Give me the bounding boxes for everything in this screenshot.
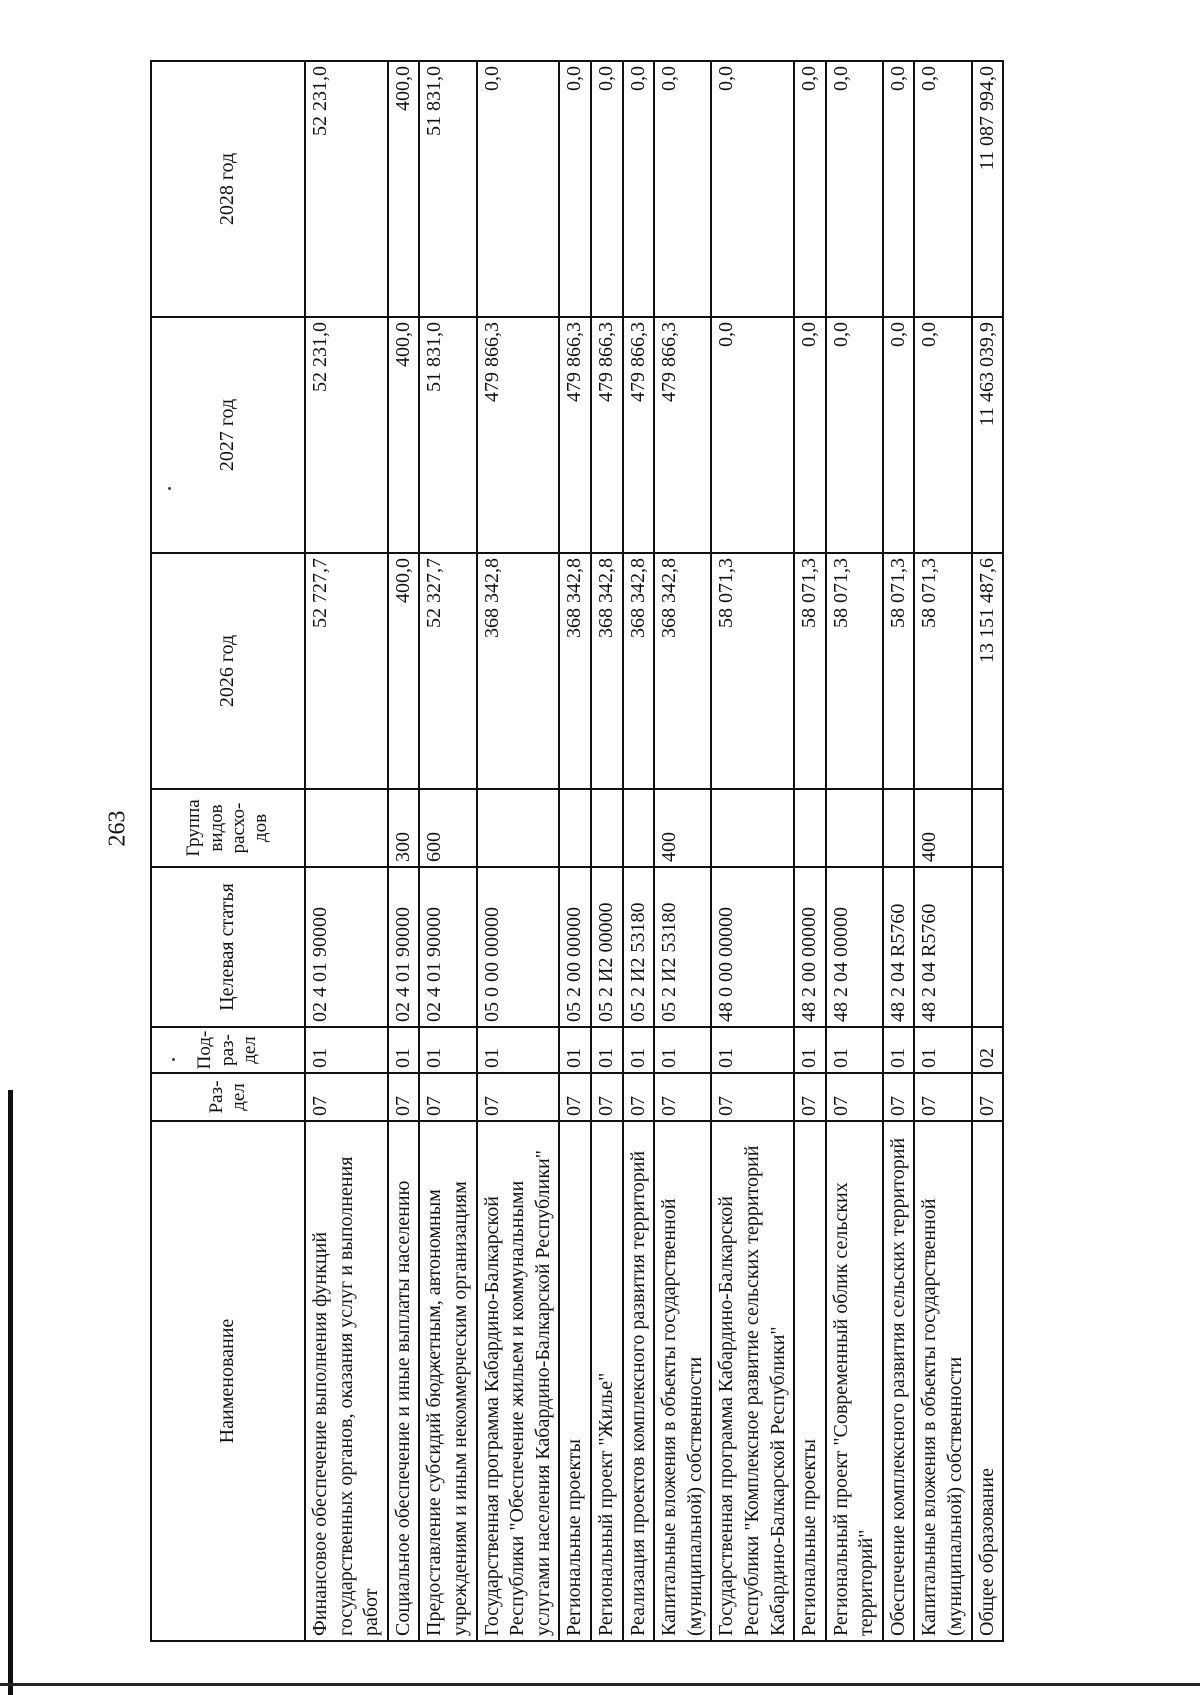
cell-2026: 58 071,3 bbox=[826, 553, 883, 789]
cell-target: 05 0 00 00000 bbox=[477, 867, 560, 1027]
header-podrazdel: Под-раз-дел bbox=[151, 1027, 305, 1073]
cell-2028: 0,0 bbox=[477, 61, 560, 317]
cell-2028: 0,0 bbox=[654, 61, 711, 317]
cell-2026: 368 342,8 bbox=[559, 553, 591, 789]
cell-2027: 0,0 bbox=[711, 317, 794, 553]
cell-2026: 52 327,7 bbox=[419, 553, 476, 789]
cell-2026: 400,0 bbox=[388, 553, 420, 789]
cell-name: Реализация проектов комплексного развития территорий bbox=[623, 1121, 655, 1641]
cell-2026: 58 071,3 bbox=[914, 553, 971, 789]
header-name: Наименование bbox=[151, 1121, 305, 1641]
cell-target: 02 4 01 90000 bbox=[419, 867, 476, 1027]
cell-2027: 0,0 bbox=[794, 317, 826, 553]
cell-2026: 58 071,3 bbox=[883, 553, 915, 789]
cell-2028: 51 831,0 bbox=[419, 61, 476, 317]
table-row bbox=[972, 61, 1004, 1641]
cell-2027: 51 831,0 bbox=[419, 317, 476, 553]
table-row bbox=[914, 61, 971, 1641]
cell-podrazdel: 01 bbox=[623, 1027, 655, 1073]
cell-name: Региональный проект "Жилье" bbox=[591, 1121, 623, 1641]
table-row bbox=[654, 61, 711, 1641]
cell-2027: 0,0 bbox=[883, 317, 915, 553]
cell-2027: 479 866,3 bbox=[477, 317, 560, 553]
cell-name: Финансовое обеспечение выполнения функций государственных органов, оказания услуг и выполнения работ bbox=[305, 1121, 388, 1641]
cell-2026: 58 071,3 bbox=[794, 553, 826, 789]
cell-razdel: 07 bbox=[826, 1073, 883, 1121]
cell-name: Региональные проекты bbox=[794, 1121, 826, 1641]
cell-name: Социальное обеспечение и иные выплаты населению bbox=[388, 1121, 420, 1641]
cell-podrazdel: 01 bbox=[883, 1027, 915, 1073]
scan-edge-left bbox=[8, 1090, 13, 1695]
cell-name: Региональные проекты bbox=[559, 1121, 591, 1641]
table-row bbox=[477, 61, 560, 1641]
cell-2028: 0,0 bbox=[914, 61, 971, 317]
header-2027: 2027 год bbox=[151, 317, 305, 553]
cell-2026: 52 727,7 bbox=[305, 553, 388, 789]
cell-group: 400 bbox=[914, 789, 971, 867]
cell-group bbox=[305, 789, 388, 867]
cell-name: Обеспечение комплексного развития сельских территорий bbox=[883, 1121, 915, 1641]
cell-razdel: 07 bbox=[794, 1073, 826, 1121]
cell-group: 600 bbox=[419, 789, 476, 867]
header-2028: 2028 год bbox=[151, 61, 305, 317]
cell-2026: 13 151 487,6 bbox=[972, 553, 1004, 789]
cell-name: Общее образование bbox=[972, 1121, 1004, 1641]
header-group: Группа видов расхо-дов bbox=[151, 789, 305, 867]
cell-target bbox=[972, 867, 1004, 1027]
cell-name: Государственная программа Кабардино-Балкарской Республики "Комплексное развитие сельских территорий Кабардино-Балкарской Республики" bbox=[711, 1121, 794, 1641]
table-header-row bbox=[151, 61, 305, 1641]
cell-2026: 368 342,8 bbox=[477, 553, 560, 789]
cell-2028: 0,0 bbox=[591, 61, 623, 317]
cell-group bbox=[591, 789, 623, 867]
table-row bbox=[623, 61, 655, 1641]
cell-razdel: 07 bbox=[419, 1073, 476, 1121]
cell-name: Капитальные вложения в объекты государственной (муниципальной) собственности bbox=[654, 1121, 711, 1641]
cell-target: 02 4 01 90000 bbox=[388, 867, 420, 1027]
cell-razdel: 07 bbox=[477, 1073, 560, 1121]
cell-podrazdel: 01 bbox=[826, 1027, 883, 1073]
page-number: 263 bbox=[104, 810, 131, 847]
cell-razdel: 07 bbox=[388, 1073, 420, 1121]
cell-2026: 368 342,8 bbox=[591, 553, 623, 789]
cell-razdel: 07 bbox=[559, 1073, 591, 1121]
header-target: Целевая статья bbox=[151, 867, 305, 1027]
cell-2026: 368 342,8 bbox=[654, 553, 711, 789]
cell-group bbox=[623, 789, 655, 867]
cell-podrazdel: 01 bbox=[654, 1027, 711, 1073]
cell-group: 300 bbox=[388, 789, 420, 867]
cell-razdel: 07 bbox=[972, 1073, 1004, 1121]
table-row bbox=[305, 61, 388, 1641]
table-row bbox=[711, 61, 794, 1641]
cell-podrazdel: 01 bbox=[559, 1027, 591, 1073]
cell-podrazdel: 01 bbox=[419, 1027, 476, 1073]
cell-2028: 400,0 bbox=[388, 61, 420, 317]
rotated-table-area bbox=[150, 62, 1150, 1642]
cell-razdel: 07 bbox=[623, 1073, 655, 1121]
cell-2027: 11 463 039,9 bbox=[972, 317, 1004, 553]
cell-2028: 0,0 bbox=[559, 61, 591, 317]
cell-target: 48 2 04 R5760 bbox=[914, 867, 971, 1027]
cell-2028: 0,0 bbox=[711, 61, 794, 317]
cell-2027: 479 866,3 bbox=[654, 317, 711, 553]
cell-2028: 0,0 bbox=[794, 61, 826, 317]
cell-2028: 52 231,0 bbox=[305, 61, 388, 317]
cell-target: 48 0 00 00000 bbox=[711, 867, 794, 1027]
cell-2027: 400,0 bbox=[388, 317, 420, 553]
cell-group bbox=[972, 789, 1004, 867]
header-2026: 2026 год bbox=[151, 553, 305, 789]
cell-2028: 0,0 bbox=[883, 61, 915, 317]
cell-podrazdel: 02 bbox=[972, 1027, 1004, 1073]
cell-group bbox=[826, 789, 883, 867]
cell-target: 48 2 04 00000 bbox=[826, 867, 883, 1027]
cell-group bbox=[711, 789, 794, 867]
cell-target: 48 2 00 00000 bbox=[794, 867, 826, 1027]
table-row bbox=[826, 61, 883, 1641]
cell-2027: 479 866,3 bbox=[591, 317, 623, 553]
cell-target: 05 2 И2 53180 bbox=[654, 867, 711, 1027]
cell-podrazdel: 01 bbox=[388, 1027, 420, 1073]
cell-razdel: 07 bbox=[654, 1073, 711, 1121]
cell-name: Региональный проект "Современный облик сельских территорий" bbox=[826, 1121, 883, 1641]
cell-target: 05 2 И2 00000 bbox=[591, 867, 623, 1027]
cell-podrazdel: 01 bbox=[305, 1027, 388, 1073]
cell-2028: 0,0 bbox=[623, 61, 655, 317]
cell-2027: 479 866,3 bbox=[623, 317, 655, 553]
cell-razdel: 07 bbox=[883, 1073, 915, 1121]
cell-2026: 58 071,3 bbox=[711, 553, 794, 789]
table-row bbox=[794, 61, 826, 1641]
cell-2027: 479 866,3 bbox=[559, 317, 591, 553]
cell-razdel: 07 bbox=[914, 1073, 971, 1121]
table-row bbox=[883, 61, 915, 1641]
cell-target: 02 4 01 90000 bbox=[305, 867, 388, 1027]
cell-2027: 0,0 bbox=[826, 317, 883, 553]
cell-name: Капитальные вложения в объекты государственной (муниципальной) собственности bbox=[914, 1121, 971, 1641]
cell-target: 05 2 И2 53180 bbox=[623, 867, 655, 1027]
cell-2026: 368 342,8 bbox=[623, 553, 655, 789]
cell-name: Государственная программа Кабардино-Балкарской Республики "Обеспечение жильем и коммунальными услугами населения Кабардино-Балкарской Республики" bbox=[477, 1121, 560, 1641]
cell-name: Предоставление субсидий бюджетным, автономным учреждениям и иным некоммерческим организациям bbox=[419, 1121, 476, 1641]
budget-table bbox=[150, 60, 1004, 1642]
cell-razdel: 07 bbox=[591, 1073, 623, 1121]
table-row bbox=[559, 61, 591, 1641]
cell-podrazdel: 01 bbox=[477, 1027, 560, 1073]
cell-podrazdel: 01 bbox=[914, 1027, 971, 1073]
scan-edge-bottom bbox=[0, 1683, 1200, 1686]
cell-2028: 11 087 994,0 bbox=[972, 61, 1004, 317]
header-razdel: Раз-дел bbox=[151, 1073, 305, 1121]
table-row bbox=[591, 61, 623, 1641]
cell-group bbox=[883, 789, 915, 867]
cell-2028: 0,0 bbox=[826, 61, 883, 317]
cell-razdel: 07 bbox=[711, 1073, 794, 1121]
cell-group bbox=[794, 789, 826, 867]
cell-podrazdel: 01 bbox=[794, 1027, 826, 1073]
cell-target: 48 2 04 R5760 bbox=[883, 867, 915, 1027]
table-row bbox=[388, 61, 420, 1641]
cell-podrazdel: 01 bbox=[591, 1027, 623, 1073]
table-row bbox=[419, 61, 476, 1641]
cell-group bbox=[559, 789, 591, 867]
cell-2027: 0,0 bbox=[914, 317, 971, 553]
cell-target: 05 2 00 00000 bbox=[559, 867, 591, 1027]
cell-group bbox=[477, 789, 560, 867]
cell-2027: 52 231,0 bbox=[305, 317, 388, 553]
cell-podrazdel: 01 bbox=[711, 1027, 794, 1073]
cell-razdel: 07 bbox=[305, 1073, 388, 1121]
cell-group: 400 bbox=[654, 789, 711, 867]
